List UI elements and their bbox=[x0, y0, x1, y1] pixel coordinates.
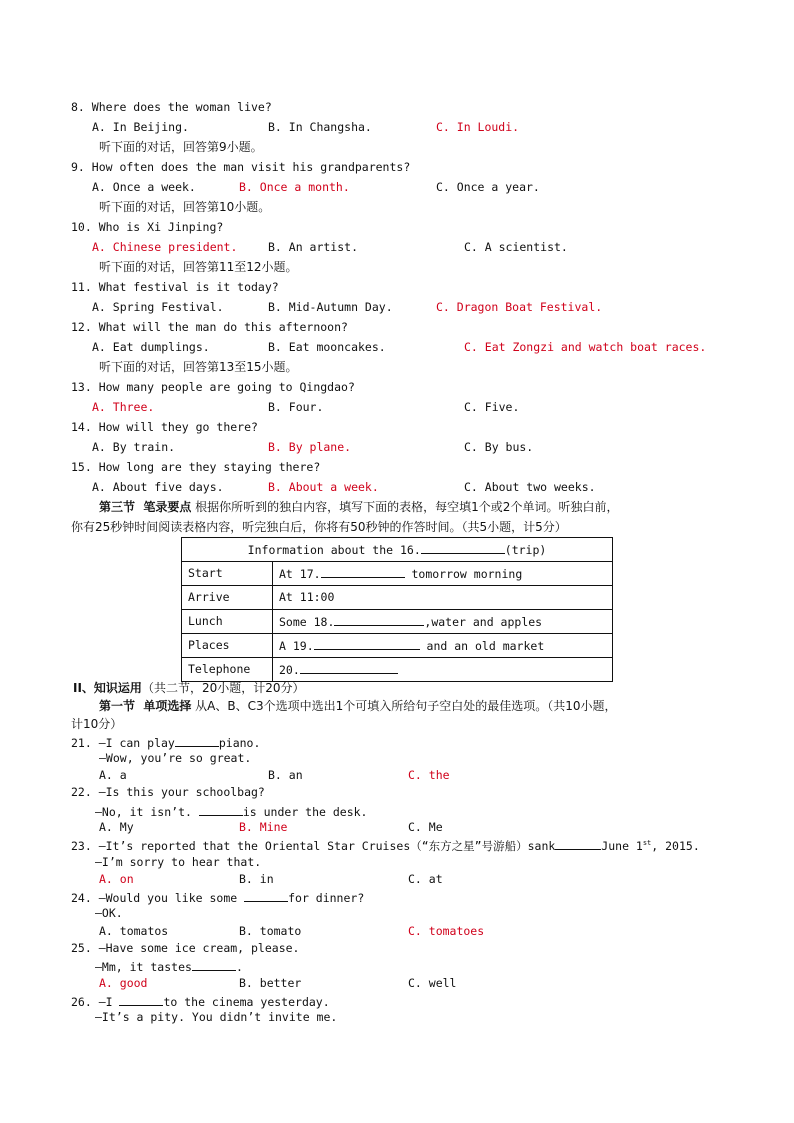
section-3-instructions-line2: 你有25秒钟时间阅读表格内容，听完独白后，你将有50秒钟的作答时间。（共5小题，计5分） bbox=[71, 520, 567, 534]
answer-blank[interactable] bbox=[555, 839, 601, 850]
question-13: 13. How many people are going to Qingdao? bbox=[71, 380, 355, 394]
row-value: At 11:00 bbox=[273, 586, 613, 610]
option-b-answer: B. About a week. bbox=[268, 480, 379, 494]
question-9: 9. How often does the man visit his grandparents? bbox=[71, 160, 411, 174]
question-23: 23. —It’s reported that the Oriental Star Cruises（“东方之星”号游船）sank June 1st, 2015. bbox=[71, 839, 700, 853]
question-8: 8. Where does the woman live? bbox=[71, 100, 272, 114]
row-value: Some 18. ,water and apples bbox=[273, 610, 613, 634]
question-21-response: —Wow, you’re so great. bbox=[99, 751, 252, 765]
section-1-instructions-line2: 计10分） bbox=[71, 717, 123, 731]
blank-19[interactable] bbox=[314, 639, 420, 650]
table-row bbox=[182, 610, 613, 634]
option-b: B. in bbox=[239, 872, 274, 886]
option-a: A. Spring Festival. bbox=[92, 300, 224, 314]
option-c: C. well bbox=[408, 976, 457, 990]
question-25: 25. —Have some ice cream, please. bbox=[71, 941, 300, 955]
option-b: B. Four. bbox=[268, 400, 324, 414]
option-c-answer: C. Dragon Boat Festival. bbox=[436, 300, 603, 314]
option-a: A. a bbox=[99, 768, 127, 782]
option-b: B. In Changsha. bbox=[268, 120, 372, 134]
table-header-row bbox=[182, 538, 613, 562]
question-11: 11. What festival is it today? bbox=[71, 280, 279, 294]
part-2-heading: II、知识运用（共二节，20小题，计20分） bbox=[73, 681, 305, 695]
option-b: B. An artist. bbox=[268, 240, 359, 254]
question-21: 21. —I can play piano. bbox=[71, 736, 261, 750]
option-c: C. Five. bbox=[464, 400, 520, 414]
option-b: B. an bbox=[268, 768, 303, 782]
part-2-title: II、知识运用 bbox=[73, 681, 142, 695]
option-b-answer: B. Once a month. bbox=[239, 180, 350, 194]
instruction-13: 听下面的对话，回答第13至15小题。 bbox=[99, 360, 298, 374]
table-row bbox=[182, 562, 613, 586]
blank-20[interactable] bbox=[300, 663, 398, 674]
row-value: 20. bbox=[273, 658, 613, 682]
section-1-instructions: 第一节 单项选择 从A、B、C3个选项中选出1个可填入所给句子空白处的最佳选项。（共10小题， bbox=[99, 699, 617, 713]
question-15: 15. How long are they staying there? bbox=[71, 460, 321, 474]
section-3-instructions: 第三节 笔录要点 根据你所听到的独白内容，填写下面的表格，每空填1个或2个单词。听独白前， bbox=[99, 500, 619, 514]
option-a: A. Once a week. bbox=[92, 180, 196, 194]
table-row bbox=[182, 658, 613, 682]
option-b: B. Eat mooncakes. bbox=[268, 340, 386, 354]
option-a-answer: A. on bbox=[99, 872, 134, 886]
option-c: C. A scientist. bbox=[464, 240, 568, 254]
question-22-response: —No, it isn’t. is under the desk. bbox=[95, 805, 368, 819]
option-a: A. Eat dumplings. bbox=[92, 340, 210, 354]
row-label: Places bbox=[182, 634, 273, 658]
option-b-answer: B. Mine bbox=[239, 820, 288, 834]
option-c: C. By bus. bbox=[464, 440, 534, 454]
question-26-response: —It’s a pity. You didn’t invite me. bbox=[95, 1010, 338, 1024]
question-12: 12. What will the man do this afternoon? bbox=[71, 320, 348, 334]
table-header: Information about the 16. (trip) bbox=[182, 538, 613, 562]
option-c-answer: C. Eat Zongzi and watch boat races. bbox=[464, 340, 707, 354]
question-26: 26. —I to the cinema yesterday. bbox=[71, 995, 330, 1009]
option-c-answer: C. tomatoes bbox=[408, 924, 485, 938]
option-b: B. better bbox=[239, 976, 302, 990]
blank-16[interactable] bbox=[421, 543, 505, 554]
table-row bbox=[182, 586, 613, 610]
table-row bbox=[182, 634, 613, 658]
option-c: C. Once a year. bbox=[436, 180, 540, 194]
question-24-response: —OK. bbox=[95, 906, 123, 920]
answer-blank[interactable] bbox=[175, 736, 219, 747]
option-c-answer: C. the bbox=[408, 768, 450, 782]
row-value: At 17. tomorrow morning bbox=[273, 562, 613, 586]
question-25-response: —Mm, it tastes . bbox=[95, 960, 243, 974]
question-24: 24. —Would you like some for dinner? bbox=[71, 891, 365, 905]
blank-18[interactable] bbox=[334, 615, 424, 626]
answer-blank[interactable] bbox=[199, 805, 243, 816]
question-10: 10. Who is Xi Jinping? bbox=[71, 220, 224, 234]
question-14: 14. How will they go there? bbox=[71, 420, 258, 434]
section-3-title: 第三节 笔录要点 bbox=[99, 500, 192, 514]
answer-blank[interactable] bbox=[192, 960, 236, 971]
row-label: Start bbox=[182, 562, 273, 586]
question-22: 22. —Is this your schoolbag? bbox=[71, 785, 265, 799]
option-a-answer: A. Chinese president. bbox=[92, 240, 238, 254]
row-label: Telephone bbox=[182, 658, 273, 682]
option-a-answer: A. good bbox=[99, 976, 148, 990]
option-b: B. Mid-Autumn Day. bbox=[268, 300, 393, 314]
option-a: A. My bbox=[99, 820, 134, 834]
option-c: C. About two weeks. bbox=[464, 480, 596, 494]
instruction-11: 听下面的对话，回答第11至12小题。 bbox=[99, 260, 298, 274]
instruction-9: 听下面的对话，回答第9小题。 bbox=[99, 140, 263, 154]
section-1-title: 第一节 单项选择 bbox=[99, 699, 192, 713]
option-a: A. About five days. bbox=[92, 480, 224, 494]
information-table bbox=[181, 537, 613, 682]
question-23-response: —I’m sorry to hear that. bbox=[95, 855, 262, 869]
instruction-10: 听下面的对话，回答第10小题。 bbox=[99, 200, 271, 214]
option-a-answer: A. Three. bbox=[92, 400, 155, 414]
answer-blank[interactable] bbox=[119, 995, 163, 1006]
row-label: Lunch bbox=[182, 610, 273, 634]
answer-blank[interactable] bbox=[244, 891, 288, 902]
blank-17[interactable] bbox=[321, 567, 405, 578]
row-label: Arrive bbox=[182, 586, 273, 610]
option-c-answer: C. In Loudi. bbox=[436, 120, 520, 134]
option-b: B. tomato bbox=[239, 924, 302, 938]
option-a: A. tomatos bbox=[99, 924, 169, 938]
option-b-answer: B. By plane. bbox=[268, 440, 352, 454]
row-value: A 19. and an old market bbox=[273, 634, 613, 658]
option-a: A. In Beijing. bbox=[92, 120, 189, 134]
option-c: C. at bbox=[408, 872, 443, 886]
option-c: C. Me bbox=[408, 820, 443, 834]
option-a: A. By train. bbox=[92, 440, 176, 454]
